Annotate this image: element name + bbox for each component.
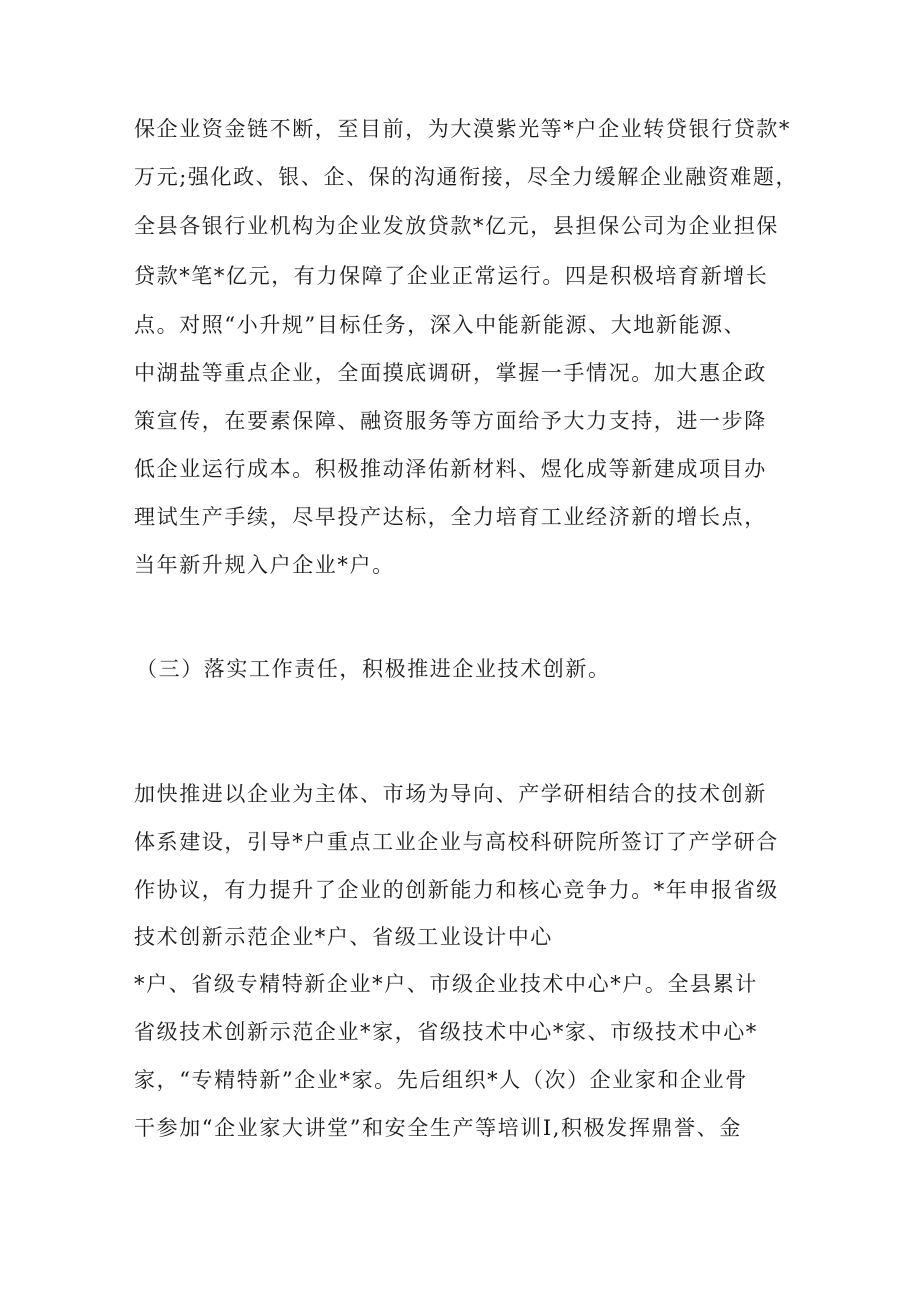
text-line: *户、省级专精特新企业*户、市级企业技术中心*户。全县累计 bbox=[134, 972, 758, 996]
text-line: 点。对照“小升规”目标任务，深入中能新能源、大地新能源、 bbox=[134, 313, 747, 337]
text-line: 中湖盐等重点企业，全面摸底调研，掌握一手情况。加大惠企政 bbox=[134, 361, 767, 385]
text-line: 保企业资金链不断，至目前，为大漠紫光等*户企业转贷银行贷款* bbox=[134, 117, 791, 141]
text-line: 全县各银行业机构为企业发放贷款*亿元，县担保公司为企业担保 bbox=[134, 214, 779, 238]
text-line: 家，“专精特新”企业*家。先后组织*人（次）企业家和企业骨 bbox=[134, 1068, 748, 1092]
text-line: 贷款*笔*亿元，有力保障了企业正常运行。四是积极培育新增长 bbox=[134, 264, 769, 288]
text-line: 低企业运行成本。积极推动泽佑新材料、煜化成等新建成项目办 bbox=[134, 457, 767, 481]
text-line: 干参加“企业家大讲堂”和安全生产等培训I,积极发挥鼎誉、金 bbox=[134, 1116, 742, 1140]
text-line: 作协议，有力提升了企业的创新能力和核心竞争力。*年申报省级 bbox=[134, 878, 779, 902]
section-heading: （三）落实工作责任，积极推进企业技术创新。 bbox=[136, 657, 611, 681]
text-line: 理试生产手续，尽早投产达标，全力培育工业经济新的增长点， bbox=[134, 505, 767, 529]
text-line: 体系建设，引导*户重点工业企业与高校科研院所签订了产学研合 bbox=[134, 830, 779, 854]
text-line: 加快推进以企业为主体、市场为导向、产学研相结合的技术创新 bbox=[134, 782, 767, 806]
text-line: 万元;强化政、银、企、保的沟通衔接，尽全力缓解企业融资难题， bbox=[134, 165, 799, 189]
text-line: 技术创新示范企业*户、省级工业设计中心 bbox=[134, 925, 553, 949]
text-line: 当年新升规入户企业*户。 bbox=[134, 553, 395, 577]
text-line: 策宣传，在要素保障、融资服务等方面给予大力支持，进一步降 bbox=[134, 409, 767, 433]
text-line: 省级技术创新示范企业*家，省级技术中心*家、市级技术中心* bbox=[134, 1020, 758, 1044]
